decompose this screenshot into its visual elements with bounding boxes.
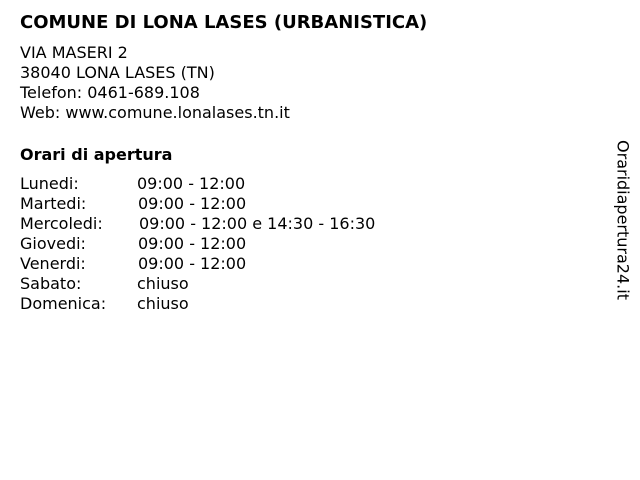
hours-time: 09:00 - 12:00 — [138, 254, 247, 273]
hours-time: 09:00 - 12:00 e 14:30 - 16:30 — [139, 214, 376, 233]
address-web: Web: www.comune.lonalases.tn.it — [20, 103, 290, 122]
address-phone: Telefon: 0461-689.108 — [20, 83, 200, 102]
hours-time: chiuso — [137, 294, 189, 313]
site-watermark: Oraridiapertura24.it — [613, 140, 633, 300]
hours-day: Lunedi: — [20, 174, 79, 193]
hours-day: Domenica: — [20, 294, 107, 313]
hours-day: Giovedi: — [20, 234, 86, 253]
address-city: 38040 LONA LASES (TN) — [20, 63, 215, 82]
address-street: VIA MASERI 2 — [20, 43, 128, 62]
hours-day: Sabato: — [20, 274, 82, 293]
hours-time: 09:00 - 12:00 — [137, 174, 246, 193]
hours-day: Venerdi: — [20, 254, 86, 273]
page-title: COMUNE DI LONA LASES (URBANISTICA) — [20, 12, 428, 33]
hours-time: 09:00 - 12:00 — [138, 234, 247, 253]
opening-hours-heading: Orari di apertura — [20, 145, 173, 164]
hours-day: Mercoledi: — [20, 214, 103, 233]
address-block — [20, 43, 290, 123]
hours-day: Martedi: — [20, 194, 87, 213]
hours-time: chiuso — [137, 274, 189, 293]
hours-time: 09:00 - 12:00 — [138, 194, 247, 213]
